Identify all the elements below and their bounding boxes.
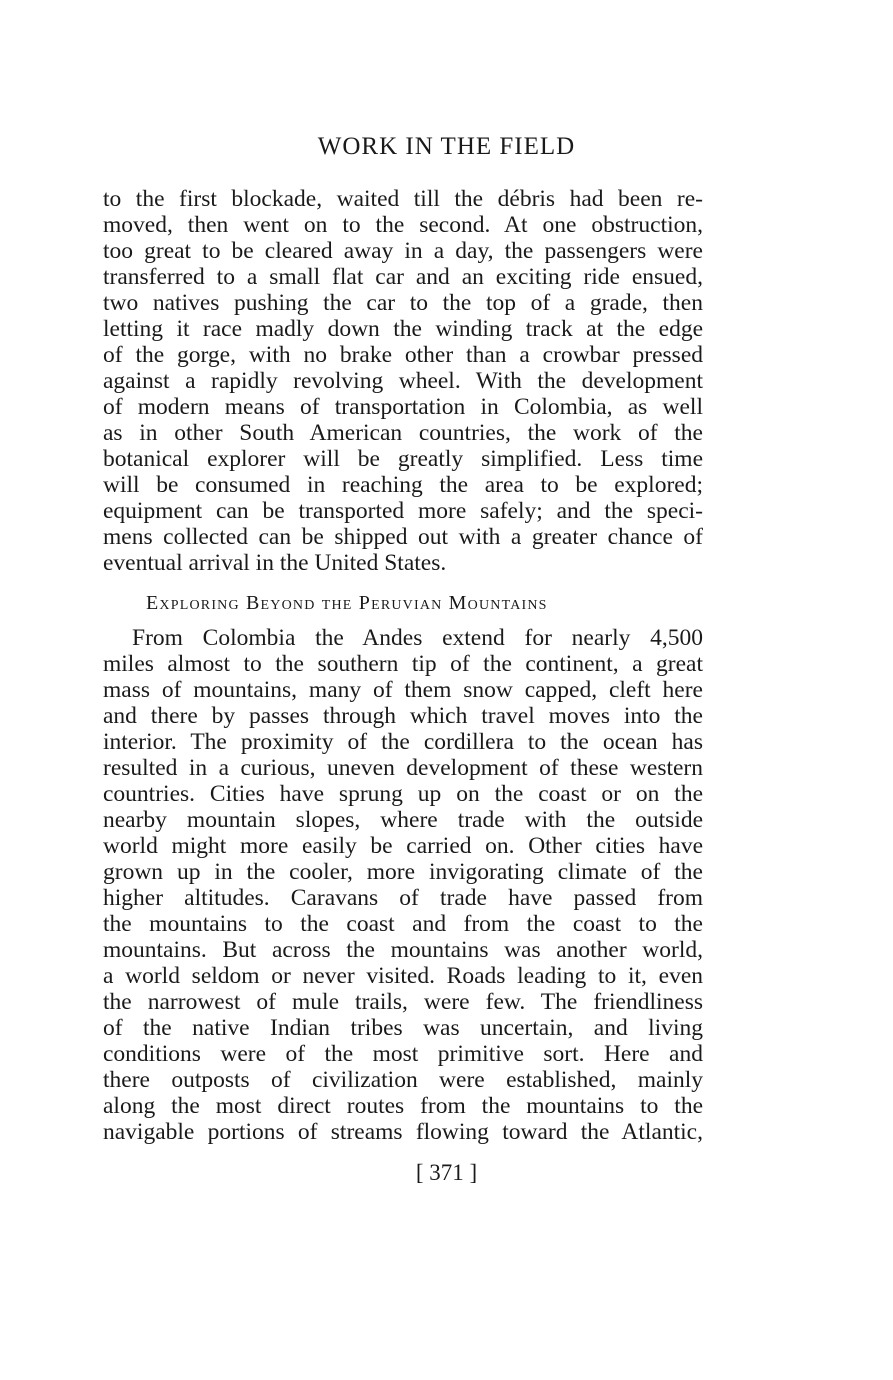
text-line: equipment can be transported more safely; and the speci- — [103, 498, 703, 524]
page-number: [ 371 ] — [415, 1160, 478, 1185]
text-line: mountains. But across the mountains was another world, — [103, 937, 703, 963]
text-line: moved, then went on to the second. At one obstruction, — [103, 212, 703, 238]
text-line: of the gorge, with no brake other than a crowbar pressed — [103, 342, 703, 368]
text-line: nearby mountain slopes, where trade with the outside — [103, 807, 703, 833]
text-line: two natives pushing the car to the top of a grade, then — [103, 290, 703, 316]
section-heading: Exploring Beyond the Peruvian Mountains — [146, 592, 548, 614]
text-line: a world seldom or never visited. Roads leading to it, even — [103, 963, 703, 989]
text-line: against a rapidly revolving wheel. With the development — [103, 368, 703, 394]
text-line: grown up in the cooler, more invigorating climate of the — [103, 859, 703, 885]
text-line: From Colombia the Andes extend for nearly 4,500 — [132, 625, 703, 651]
text-line: the narrowest of mule trails, were few. The friendliness — [103, 989, 703, 1015]
text-line: higher altitudes. Caravans of trade have passed from — [103, 885, 703, 911]
paragraph — [103, 625, 703, 1145]
text-line: eventual arrival in the United States. — [103, 550, 447, 576]
text-line: letting it race madly down the winding track at the edge — [103, 316, 703, 342]
text-line: the mountains to the coast and from the coast to the — [103, 911, 703, 937]
text-line: botanical explorer will be greatly simplified. Less time — [103, 446, 703, 472]
text-line: mass of mountains, many of them snow capped, cleft here — [103, 677, 703, 703]
text-line: world might more easily be carried on. Other cities have — [103, 833, 703, 859]
text-line: to the first blockade, waited till the débris had been re- — [103, 186, 703, 212]
text-line: will be consumed in reaching the area to be explored; — [103, 472, 703, 498]
running-head: WORK IN THE FIELD — [317, 133, 576, 160]
text-line: mens collected can be shipped out with a greater chance of — [103, 524, 703, 550]
text-line: miles almost to the southern tip of the continent, a great — [103, 651, 703, 677]
text-line: of the native Indian tribes was uncertain, and living — [103, 1015, 703, 1041]
text-line: navigable portions of streams flowing toward the Atlantic, — [103, 1119, 703, 1145]
text-line: there outposts of civilization were established, mainly — [103, 1067, 703, 1093]
text-line: transferred to a small flat car and an exciting ride ensued, — [103, 264, 703, 290]
text-line: along the most direct routes from the mountains to the — [103, 1093, 703, 1119]
text-line: too great to be cleared away in a day, the passengers were — [103, 238, 703, 264]
text-line: resulted in a curious, uneven development of these western — [103, 755, 703, 781]
text-line: countries. Cities have sprung up on the coast or on the — [103, 781, 703, 807]
paragraph-continued — [103, 186, 703, 576]
text-line: as in other South American countries, the work of the — [103, 420, 703, 446]
text-line: conditions were of the most primitive sort. Here and — [103, 1041, 703, 1067]
text-line: interior. The proximity of the cordillera to the ocean has — [103, 729, 703, 755]
text-line: of modern means of transportation in Colombia, as well — [103, 394, 703, 420]
text-line: and there by passes through which travel moves into the — [103, 703, 703, 729]
